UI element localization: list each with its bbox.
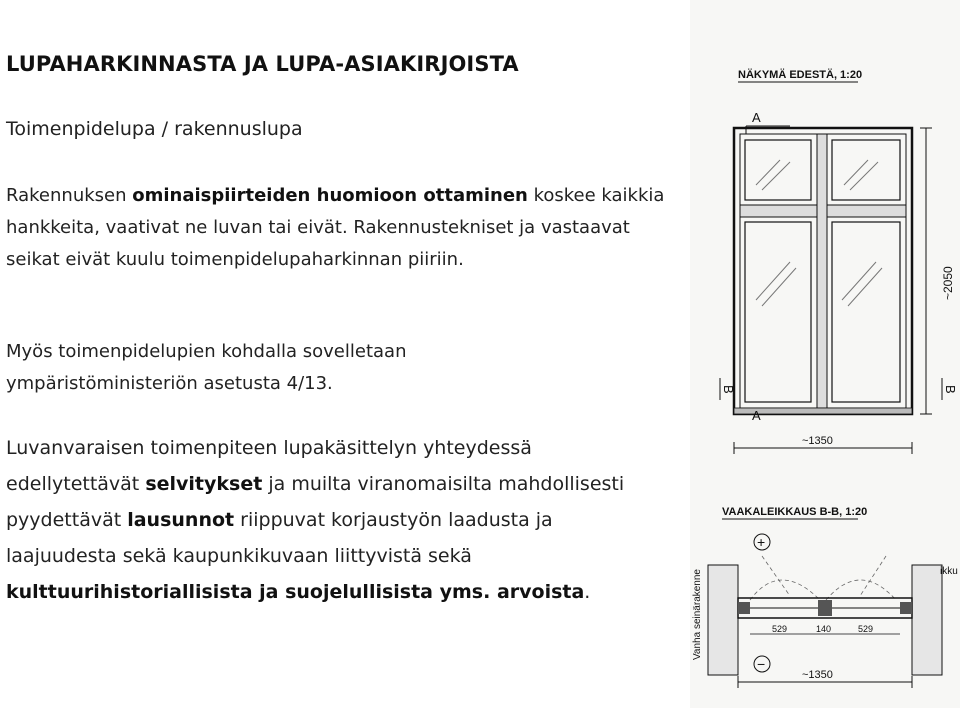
minus-sign: − <box>757 656 766 672</box>
p3-text-2: ja muilta viranomaisilta mahdollisesti pyydettävät <box>6 473 625 531</box>
p3-bold-1: selvitykset <box>145 473 263 495</box>
p3-bold-3: kulttuurihistoriallisista ja suojelullisista yms. arvoista <box>6 581 585 603</box>
section-label: VAAKALEIKKAUS B-B, 1:20 <box>722 506 868 518</box>
paragraph-permit-handling <box>6 430 666 610</box>
p3-text-4: . <box>584 581 591 603</box>
p1-bold-1: ominaispiirteiden huomioon ottaminen <box>132 185 528 206</box>
dim-right: 529 <box>858 624 874 634</box>
dim-mid: 140 <box>816 624 832 634</box>
wall-label: Vanha seinärakenne <box>692 569 703 660</box>
p1-text-1: Rakennuksen <box>6 185 133 206</box>
marker-b-left: B <box>721 385 736 394</box>
p3-text-3: riippuvat korjaustyön laadusta ja laajuudesta sekä kaupunkikuvaan liittyvistä sekä <box>6 509 553 567</box>
p3-bold-2: lausunnot <box>127 509 235 531</box>
window-drawing <box>690 0 960 708</box>
front-view-label: NÄKYMÄ EDESTÄ, 1:20 <box>738 69 863 81</box>
paragraph-characteristics <box>6 180 686 276</box>
section-width-dimension: ~1350 <box>802 669 833 681</box>
height-dimension: ~2050 <box>941 266 955 300</box>
plus-sign: + <box>757 534 766 550</box>
dim-left: 529 <box>772 624 788 634</box>
side-label: ikku <box>940 566 958 577</box>
p3-text-1: Luvanvaraisen toimenpiteen lupakäsittelyn yhteydessä edellytettävät <box>6 437 532 495</box>
marker-a-bottom: A <box>752 408 761 423</box>
page-subtitle: Toimenpidelupa / rakennuslupa <box>6 118 303 140</box>
paragraph-decree: Myös toimenpidelupien kohdalla sovelletaan ympäristöministeriön asetusta 4/13. <box>6 341 407 394</box>
page-title: LUPAHARKINNASTA JA LUPA-ASIAKIRJOISTA <box>6 52 519 76</box>
window-drawing-svg <box>690 0 960 708</box>
marker-b-right: B <box>943 385 958 394</box>
p1-text-2: koskee kaikkia hankkeita, vaativat ne luvan tai eivät. Rakennustekniset ja vastaavat seikat eivät kuulu toimenpidelupaharkinnan piiriin. <box>6 185 665 270</box>
marker-a-top: A <box>752 110 761 125</box>
front-width-dimension: ~1350 <box>802 435 833 447</box>
